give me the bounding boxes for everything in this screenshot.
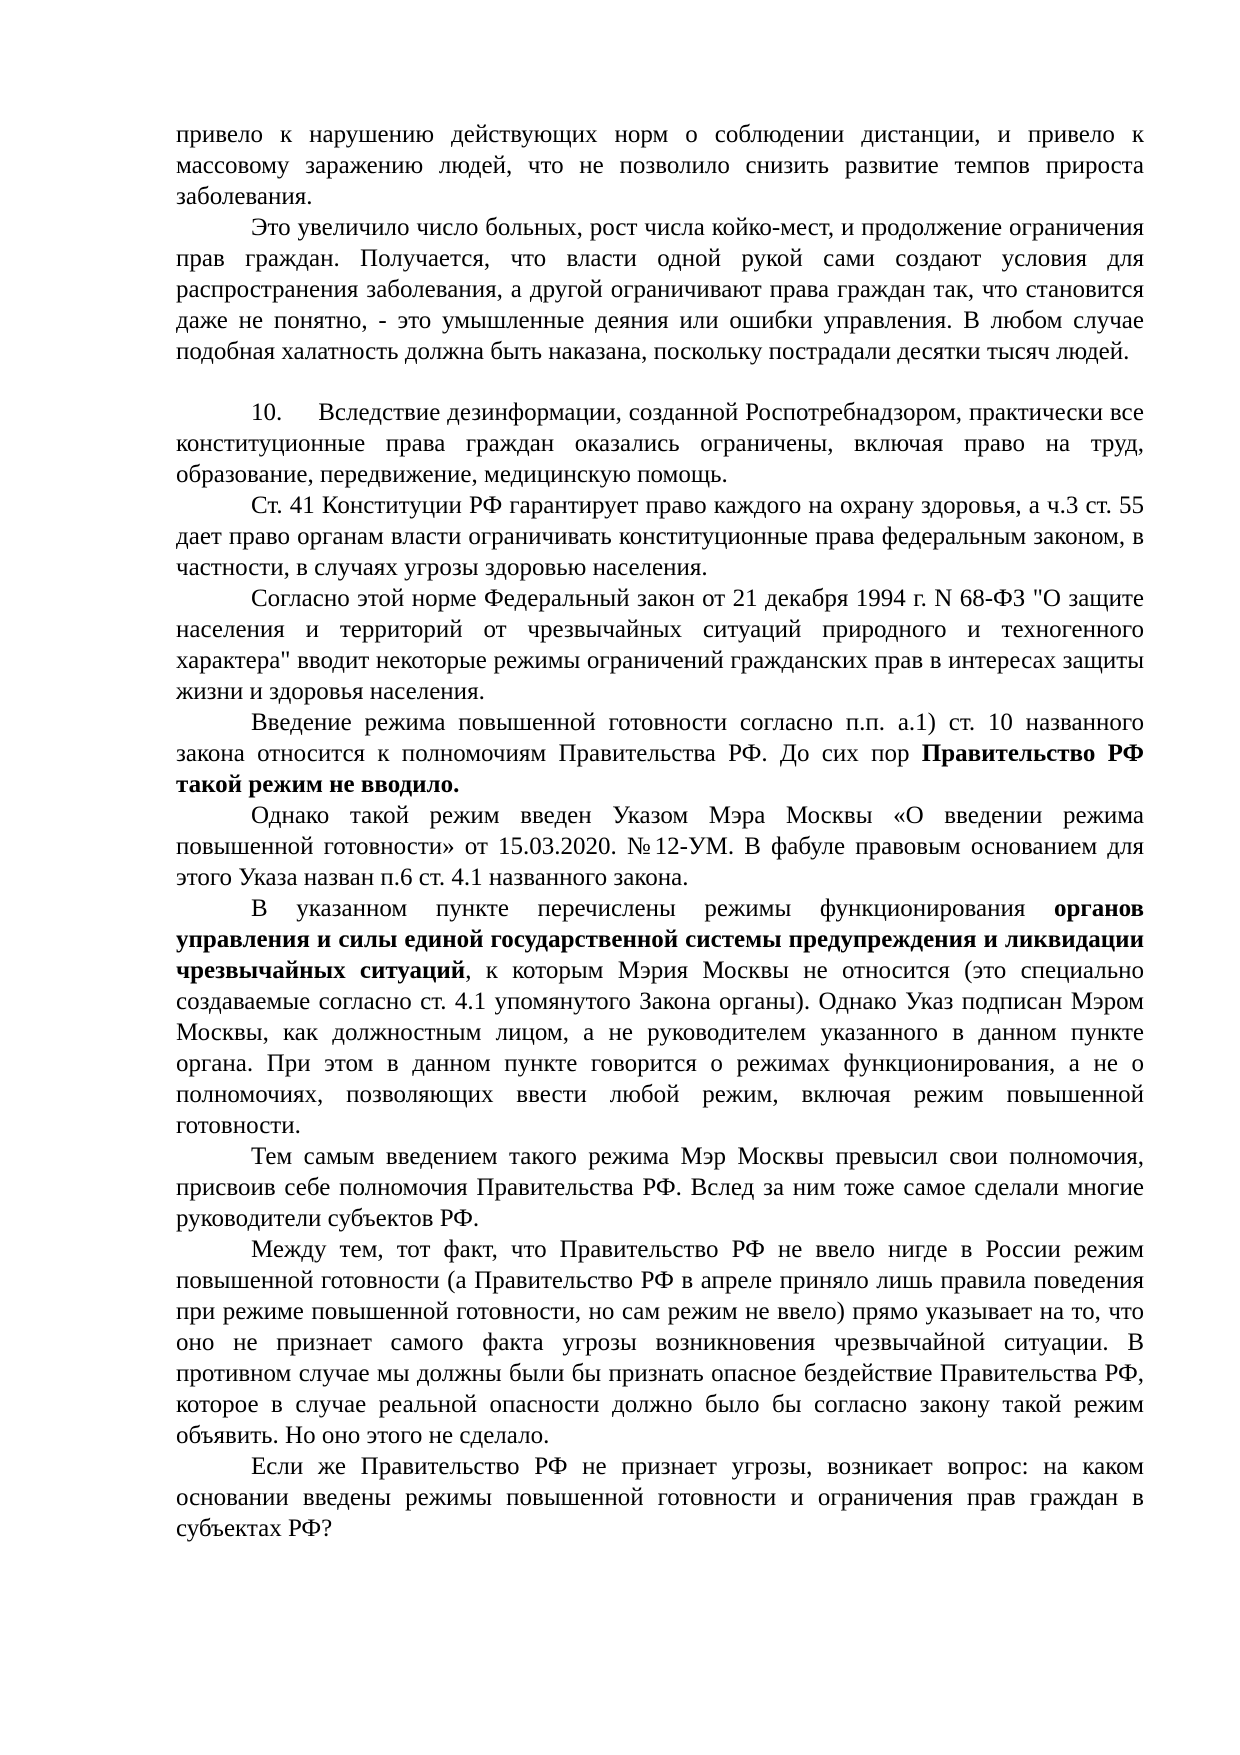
paragraph-high-alert-regime: [176, 707, 1144, 800]
paragraph-2: Это увеличило число больных, рост числа койко-мест, и продолжение ограничения прав граждан. Получается, что власти одной рукой сами создают условия для распространения заболевания, а другой ограничивают права граждан так, что становится даже не понятно, - это умышленные деяния или ошибки управления. В любом случае подобная халатность должна быть наказана, поскольку пострадали десятки тысяч людей.: [176, 214, 1144, 365]
paragraph-functioning-regimes-after: , к которым Мэрия Москвы не относится (это специально создаваемые согласно ст. 4.1 упомянутого Закона органы). Однако Указ подписан Мэром Москвы, как должностным лицом, а не руководителем указанного в данном пункте органа. При этом в данном пункте говорится о режимах функционирования, а не о полномочиях, позволяющих ввести любой режим, включая режим повышенной готовности.: [176, 957, 1144, 1139]
paragraph-article-41: Ст. 41 Конституции РФ гарантирует право каждого на охрану здоровья, а ч.3 ст. 55 дает право органам власти ограничивать конституционные права федеральным законом, в частности, в случаях угрозы здоровью населения.: [176, 492, 1144, 581]
paragraph-question: Если же Правительство РФ не признает угрозы, возникает вопрос: на каком основании введены режимы повышенной готовности и ограничения прав граждан в субъектах РФ?: [176, 1453, 1144, 1542]
paragraph-functioning-regimes: [176, 893, 1144, 1141]
paragraph-functioning-regimes-before: В указанном пункте перечислены режимы функционирования: [251, 895, 1054, 922]
paragraph-10-item: 10. Вследствие дезинформации, созданной Роспотребнадзором, практически все конституционные права граждан оказались ограничены, включая право на труд, образование, передвижение, медицинскую помощь.: [176, 399, 1144, 488]
paragraph-exceeded-powers: Тем самым введением такого режима Мэр Москвы превысил свои полномочия, присвоив себе полномочия Правительства РФ. Вслед за ним тоже самое сделали многие руководители субъектов РФ.: [176, 1143, 1144, 1232]
paragraph-high-alert-regime-bold: Правительство РФ такой режим не вводило.: [176, 740, 1144, 798]
paragraph-1: привело к нарушению действующих норм о соблюдении дистанции, и привело к массовому заражению людей, что не позволило снизить развитие темпов прироста заболевания.: [176, 121, 1144, 210]
document-body: [176, 119, 1144, 1544]
paragraph-government-inaction: Между тем, тот факт, что Правительство РФ не ввело нигде в России режим повышенной готовности (а Правительство РФ в апреле приняло лишь правила поведения при режиме повышенной готовности, но сам режим не ввело) прямо указывает на то, что оно не признает самого факта угрозы возникновения чрезвычайной ситуации. В противном случае мы должны были бы признать опасное бездействие Правительства РФ, которое в случае реальной опасности должно было бы согласно закону такой режим объявить. Но оно этого не сделало.: [176, 1236, 1144, 1449]
paragraph-federal-law: Согласно этой норме Федеральный закон от 21 декабря 1994 г. N 68-ФЗ "О защите населения и территорий от чрезвычайных ситуаций природного и техногенного характера" вводит некоторые режимы ограничений гражданских прав в интересах защиты жизни и здоровья населения.: [176, 585, 1144, 705]
paragraph-mayor-decree: Однако такой режим введен Указом Мэра Москвы «О введении режима повышенной готовности» от 15.03.2020. №12-УМ. В фабуле правовым основанием для этого Указа назван п.6 ст. 4.1 названного закона.: [176, 802, 1144, 891]
paragraph-high-alert-regime-text: Введение режима повышенной готовности согласно п.п. а.1) ст. 10 названного закона относится к полномочиям Правительства РФ. До сих пор: [176, 709, 1144, 767]
paragraph-functioning-regimes-bold: органов управления и силы единой государственной системы предупреждения и ликвидации чрезвычайных ситуаций: [176, 895, 1144, 984]
